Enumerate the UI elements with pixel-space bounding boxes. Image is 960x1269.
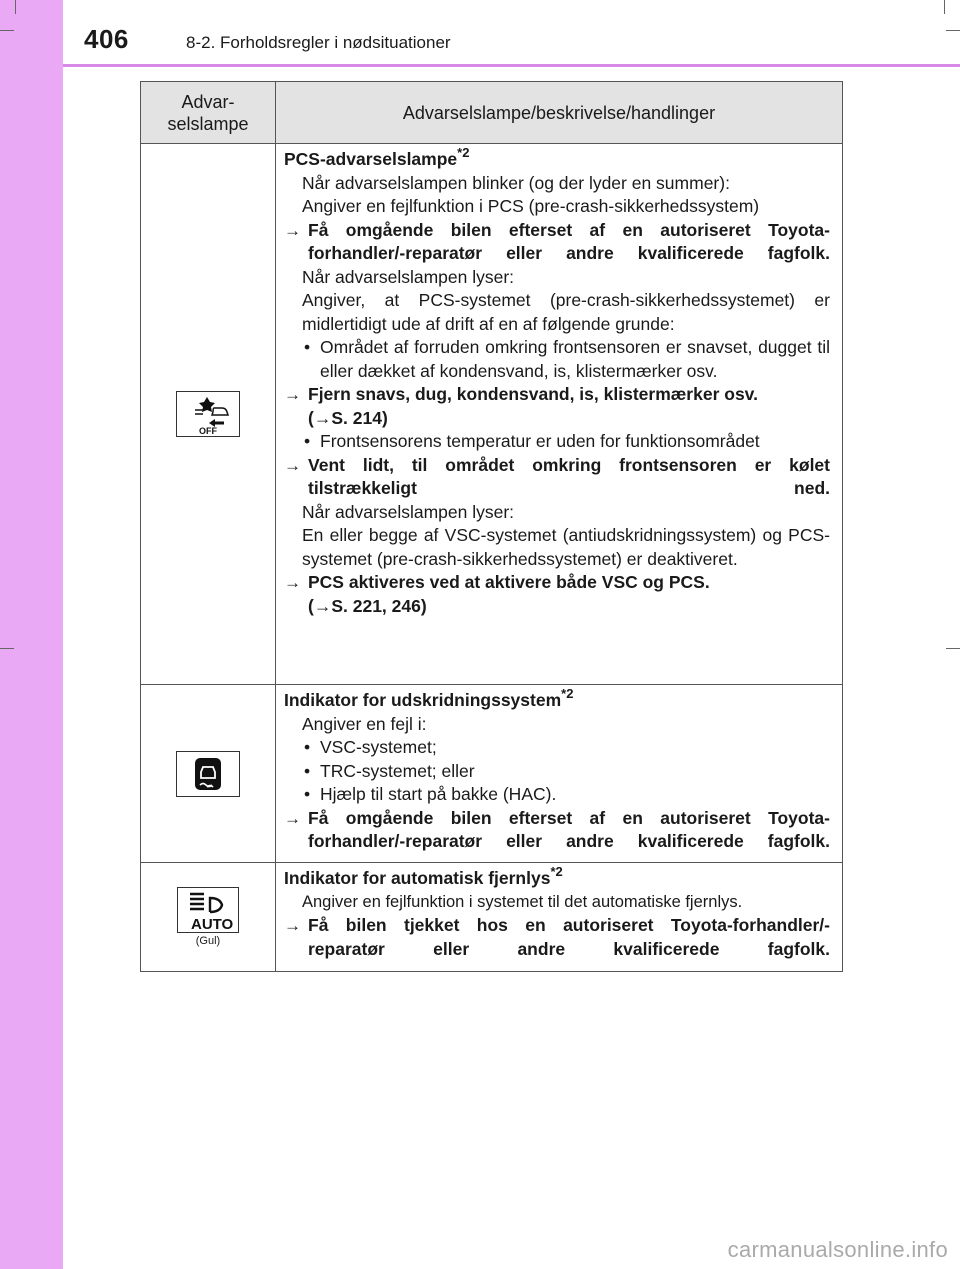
arrow-icon: → — [284, 573, 301, 592]
action-text: Få omgående bilen efterset af en autoriseret Toyota-forhandler/-reparatør eller andre kvalificerede fagfolk. — [308, 807, 830, 851]
warning-light-table — [140, 81, 843, 972]
description-cell — [276, 144, 843, 685]
bullet-item: • VSC-systemet; — [284, 736, 830, 760]
action-text: Få omgående bilen efterset af en autoriseret Toyota-forhandler/-reparatør eller andre kvalificerede fagfolk. — [308, 219, 830, 263]
lamp-cell — [141, 863, 276, 972]
text-line: Når advarselslampen blinker (og der lyder en summer): — [302, 172, 730, 193]
lamp-color-caption: (Gul) — [195, 935, 221, 947]
crop-mark — [946, 648, 960, 649]
page-reference[interactable]: S. 214 — [331, 407, 382, 428]
lamp-cell — [141, 144, 276, 685]
column-header-description: Advarselslampe/beskrivelse/handlinger — [276, 82, 843, 144]
text-line: Angiver en fejlfunktion i PCS (pre-crash-sikkerhedssystem) — [302, 196, 760, 216]
watermark: carmanualsonline.info — [727, 1237, 948, 1262]
text-line: Angiver, at PCS-systemet (pre-crash-sikkerhedssystemet) er midlertidigt ude af drift af en af følgende grunde: — [302, 290, 830, 334]
text-line: En eller begge af VSC-systemet (antiudskridningssystem) og PCS-systemet (pre-crash-sikkerhedssystemet) er deaktiveret. — [302, 525, 830, 569]
table-row — [141, 863, 843, 972]
text-line: Angiver en fejl i: — [302, 713, 427, 734]
row-title-text: Indikator for udskridningssystem — [284, 690, 562, 710]
description-cell — [276, 863, 843, 972]
footnote-mark: *2 — [561, 686, 574, 701]
skid-control-indicator-icon — [176, 751, 240, 797]
reference-arrow-icon: → — [313, 595, 332, 616]
action-line — [284, 807, 830, 854]
row-title — [284, 145, 830, 172]
footnote-mark: *2 — [550, 864, 563, 879]
action-line: → PCS aktiveres ved at aktivere både VSC og PCS. (→S. 221, 246) — [284, 572, 710, 616]
footnote-mark: *2 — [457, 145, 470, 160]
crop-mark — [946, 30, 960, 31]
action-line — [284, 914, 830, 961]
row-title — [284, 686, 830, 713]
bullet-item: • Området af forruden omkring frontsensoren er snavset, dugget til eller dækket af kondensvand, is, klistermærker osv. — [284, 336, 830, 383]
arrow-icon: → — [284, 385, 301, 404]
reference-arrow-icon: → — [313, 407, 332, 428]
action-line — [284, 454, 830, 501]
page-number: 406 — [84, 24, 129, 54]
row-title — [284, 864, 830, 891]
auto-high-beam-icon — [177, 887, 239, 933]
crop-mark — [15, 0, 16, 14]
crop-mark — [0, 30, 14, 31]
arrow-icon: → — [284, 916, 301, 935]
action-text: Vent lidt, til området omkring frontsensoren er kølet tilstrækkeligt ned. — [308, 454, 830, 498]
row-title-text: PCS-advarselslampe — [284, 149, 458, 169]
pcs-off-warning-icon — [176, 391, 240, 437]
crop-mark — [944, 0, 945, 14]
arrow-icon: → — [284, 808, 301, 828]
svg-text:OFF: OFF — [199, 426, 217, 436]
action-line: → Fjern snavs, dug, kondensvand, is, klistermærker osv. (→S. 214) — [284, 384, 758, 428]
side-color-band — [0, 0, 63, 1269]
description-cell — [276, 685, 843, 863]
row-title-text: Indikator for automatisk fjernlys — [284, 868, 551, 888]
table-row — [141, 144, 843, 685]
action-text: Fjern snavs, dug, kondensvand, is, klistermærker osv. — [308, 384, 758, 404]
column-header-lamp — [141, 82, 276, 144]
action-text: Få bilen tjekket hos en autoriseret Toyota-forhandler/-reparatør eller andre kvalificerede fagfolk. — [308, 915, 830, 959]
header-rule — [63, 64, 960, 67]
text-line: Når advarselslampen lyser: — [302, 266, 515, 287]
text-line: Når advarselslampen lyser: — [302, 501, 515, 522]
bullet-item: • Hjælp til start på bakke (HAC). — [284, 783, 830, 807]
text-line: Angiver en fejlfunktion i systemet til det automatiske fjernlys. — [302, 892, 743, 911]
column-header-lamp-line1: Advar- — [181, 91, 235, 112]
arrow-icon: → — [284, 455, 301, 475]
column-header-lamp-line2: selslampe — [167, 113, 249, 134]
action-text: PCS aktiveres ved at aktivere både VSC og PCS. — [308, 572, 710, 592]
table-header-row — [141, 82, 843, 144]
action-line — [284, 219, 830, 266]
bullet-item: • Frontsensorens temperatur er uden for funktionsområdet — [284, 430, 830, 454]
table-row — [141, 685, 843, 863]
lamp-cell — [141, 685, 276, 863]
auto-icon-text: AUTO — [191, 916, 234, 932]
bullet-item: • TRC-systemet; eller — [284, 760, 830, 784]
section-title: 8-2. Forholdsregler i nødsituationer — [186, 33, 451, 52]
crop-mark — [0, 648, 14, 649]
page-reference[interactable]: S. 221, 246 — [331, 595, 421, 616]
arrow-icon: → — [284, 220, 301, 240]
